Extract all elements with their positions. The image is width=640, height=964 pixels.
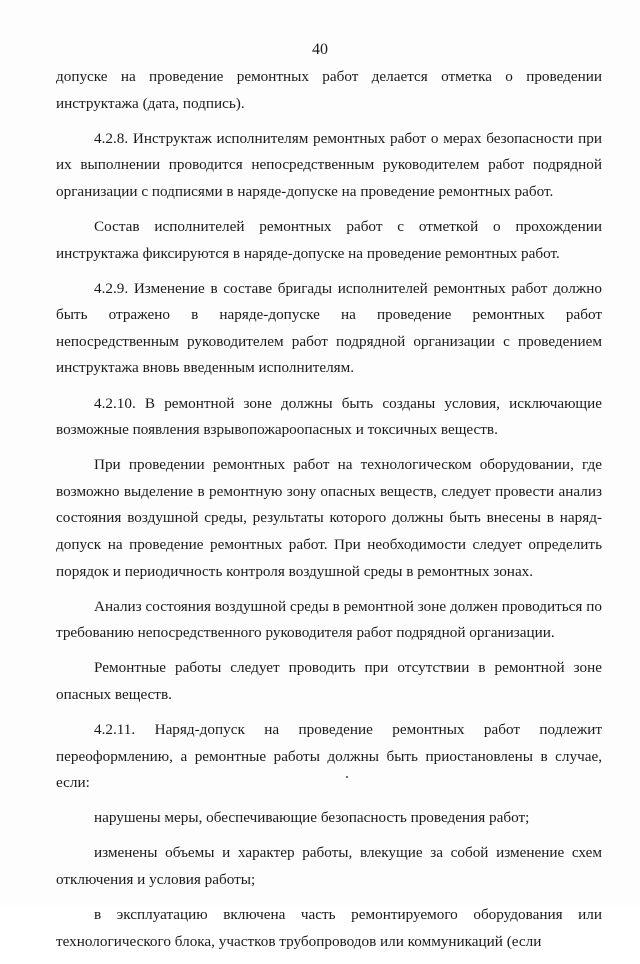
paragraph-4-2-10: 4.2.10. В ремонтной зоне должны быть созданы условия, исключающие возможные появления взрывопожароопасных и токсичных веществ.: [56, 394, 602, 439]
list-item-scope-changed: изменены объемы и характер работы, влекущие за собой изменение схем отключения и условия работы;: [56, 844, 602, 889]
paragraph-team-composition: Состав исполнителей ремонтных работ с отметкой о прохождении инструктажа фиксируются в наряде-допуске на проведение ремонтных работ.: [56, 217, 602, 262]
paragraph-air-analysis-request: Анализ состояния воздушной среды в ремонтной зоне должен проводиться по требованию непосредственного руководителя работ подрядной организации.: [56, 597, 602, 642]
list-item-equipment-in-operation: в эксплуатацию включена часть ремонтируемого оборудования или технологического блока, участков трубопроводов или коммуникаций (если: [56, 906, 602, 950]
paragraph-4-2-11: 4.2.11. Наряд-допуск на проведение ремонтных работ подлежит переоформлению, а ремонтные работы должны быть приостановлены в случае, если:: [56, 721, 602, 792]
paragraph-air-analysis-required: При проведении ремонтных работ на технологическом оборудовании, где возможно выделение в ремонтную зону опасных веществ, следует провести анализ состояния воздушной среды, результаты которого должны быть внесены в наряд-допуск на проведение ремонтных работ. При необходимости следует определить порядок и периодичность контроля воздушной среды в ремонтных зонах.: [56, 456, 602, 580]
scan-speck: [346, 776, 348, 778]
paragraph-instruction-mark: допуске на проведение ремонтных работ делается отметка о проведении инструктажа (дата, подпись).: [56, 68, 602, 112]
paragraph-4-2-8: 4.2.8. Инструктаж исполнителям ремонтных работ о мерах безопасности при их выполнении проводится непосредственным руководителем работ подрядной организации с подписями в наряде-допуске на проведение ремонтных работ.: [56, 129, 602, 200]
paragraph-no-hazard: Ремонтные работы следует проводить при отсутствии в ремонтной зоне опасных веществ.: [56, 659, 602, 703]
page-number: 40: [312, 41, 328, 58]
paragraph-4-2-9: 4.2.9. Изменение в составе бригады исполнителей ремонтных работ должно быть отражено в наряде-допуске на проведение ремонтных работ непосредственным руководителем работ подрядной организации с проведением инструктажа вновь введенным исполнителям.: [56, 279, 602, 377]
document-body: [56, 64, 602, 964]
list-item-safety-violated: нарушены меры, обеспечивающие безопасность проведения работ;: [94, 809, 530, 827]
